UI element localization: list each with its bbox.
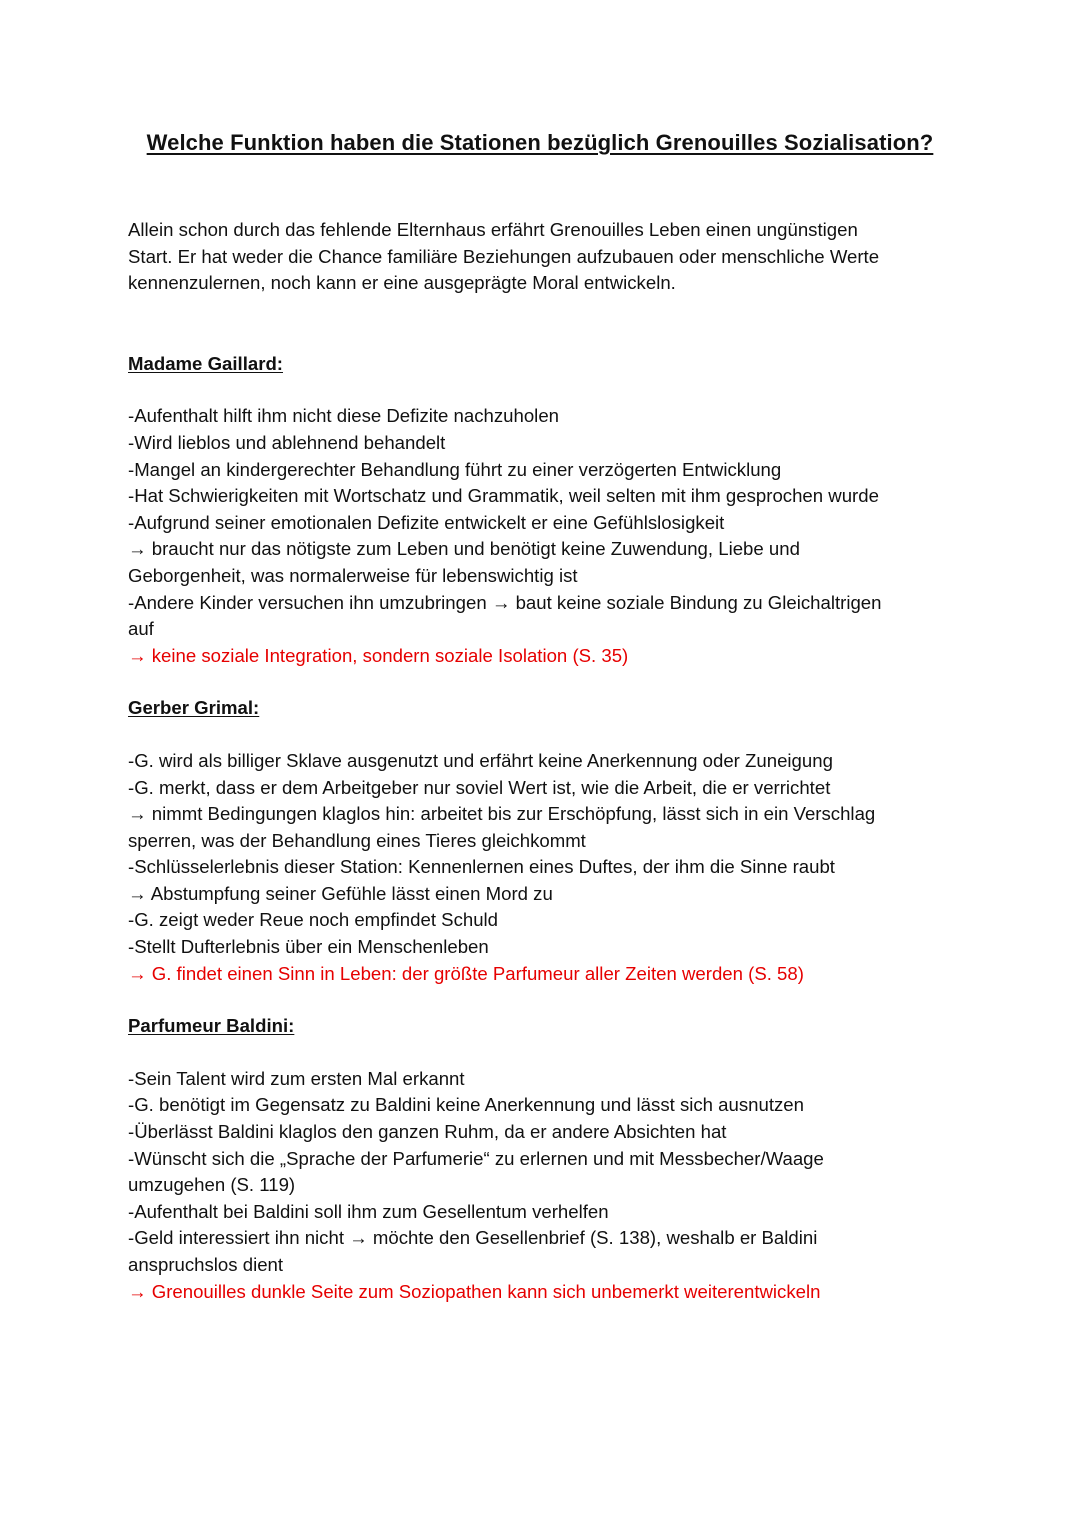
bullet-line: → Abstumpfung seiner Gefühle lässt einen Mord zu bbox=[128, 882, 553, 904]
page-title: Welche Funktion haben die Stationen bezüglich Grenouilles Sozialisation? bbox=[146, 130, 934, 155]
bullet-line: -G. merkt, dass er dem Arbeitgeber nur soviel Wert ist, wie die Arbeit, die er verrichtet bbox=[128, 776, 831, 798]
bullet-line: Geborgenheit, was normalerweise für lebenswichtig ist bbox=[128, 564, 578, 586]
bullet-line: auf bbox=[128, 618, 154, 640]
bullet-line: → nimmt Bedingungen klaglos hin: arbeitet bis zur Erschöpfung, lässt sich in ein Verschlag bbox=[128, 803, 876, 825]
bullet-line: → braucht nur das nötigste zum Leben und benötigt keine Zuwendung, Liebe und bbox=[128, 538, 800, 560]
bullet-line: -Aufenthalt hilft ihm nicht diese Defizite nachzuholen bbox=[128, 405, 559, 427]
section-heading: Parfumeur Baldini: bbox=[128, 1015, 295, 1037]
intro-line: kennenzulernen, noch kann er eine ausgeprägte Moral entwickeln. bbox=[128, 272, 676, 294]
bullet-line: -Stellt Dufterlebnis über ein Menschenleben bbox=[128, 936, 489, 958]
bullet-line: -Hat Schwierigkeiten mit Wortschatz und Grammatik, weil selten mit ihm gesprochen wurde bbox=[128, 485, 879, 507]
intro-paragraph bbox=[128, 217, 958, 297]
bullet-line: -Überlässt Baldini klaglos den ganzen Ruhm, da er andere Absichten hat bbox=[128, 1121, 727, 1143]
bullet-line: -Geld interessiert ihn nicht → möchte den Gesellenbrief (S. 138), weshalb er Baldini bbox=[128, 1227, 818, 1249]
bullet-line: -Andere Kinder versuchen ihn umzubringen → baut keine soziale Bindung zu Gleichaltrigen bbox=[128, 591, 882, 613]
conclusion-line: → keine soziale Integration, sondern soziale Isolation (S. 35) bbox=[128, 644, 629, 666]
section-parfumeur-baldini bbox=[128, 1013, 958, 1305]
bullet-line: -Schlüsselerlebnis dieser Station: Kennenlernen eines Duftes, der ihm die Sinne raubt bbox=[128, 856, 835, 878]
bullet-line: -G. wird als billiger Sklave ausgenutzt und erfährt keine Anerkennung oder Zuneigung bbox=[128, 749, 833, 771]
bullet-line: -Wird lieblos und ablehnend behandelt bbox=[128, 431, 446, 453]
bullet-line: -Aufenthalt bei Baldini soll ihm zum Gesellentum verhelfen bbox=[128, 1200, 609, 1222]
bullet-line: -Sein Talent wird zum ersten Mal erkannt bbox=[128, 1067, 465, 1089]
section-gerber-grimal bbox=[128, 695, 958, 987]
bullet-line: umzugehen (S. 119) bbox=[128, 1174, 296, 1196]
conclusion-line: → G. findet einen Sinn in Leben: der größte Parfumeur aller Zeiten werden (S. 58) bbox=[128, 962, 804, 984]
section-madame-gaillard bbox=[128, 351, 958, 670]
bullet-line: -G. benötigt im Gegensatz zu Baldini keine Anerkennung und lässt sich ausnutzen bbox=[128, 1094, 804, 1116]
conclusion-line: → Grenouilles dunkle Seite zum Soziopathen kann sich unbemerkt weiterentwickeln bbox=[128, 1280, 821, 1302]
section-heading: Gerber Grimal: bbox=[128, 697, 260, 719]
bullet-line: -Mangel an kindergerechter Behandlung führt zu einer verzögerten Entwicklung bbox=[128, 458, 782, 480]
intro-line: Start. Er hat weder die Chance familiäre Beziehungen aufzubauen oder menschliche Werte bbox=[128, 245, 880, 267]
bullet-line: anspruchslos dient bbox=[128, 1254, 284, 1275]
bullet-line: -Aufgrund seiner emotionalen Defizite entwickelt er eine Gefühlslosigkeit bbox=[128, 511, 725, 533]
bullet-line: sperren, was der Behandlung eines Tieres gleichkommt bbox=[128, 829, 586, 851]
section-heading: Madame Gaillard: bbox=[128, 352, 283, 374]
intro-line: Allein schon durch das fehlende Elternhaus erfährt Grenouilles Leben einen ungünstigen bbox=[128, 219, 858, 240]
bullet-line: -Wünscht sich die „Sprache der Parfumerie“ zu erlernen und mit Messbecher/Waage bbox=[128, 1147, 824, 1169]
bullet-line: -G. zeigt weder Reue noch empfindet Schuld bbox=[128, 909, 499, 931]
document-body bbox=[128, 217, 958, 1305]
